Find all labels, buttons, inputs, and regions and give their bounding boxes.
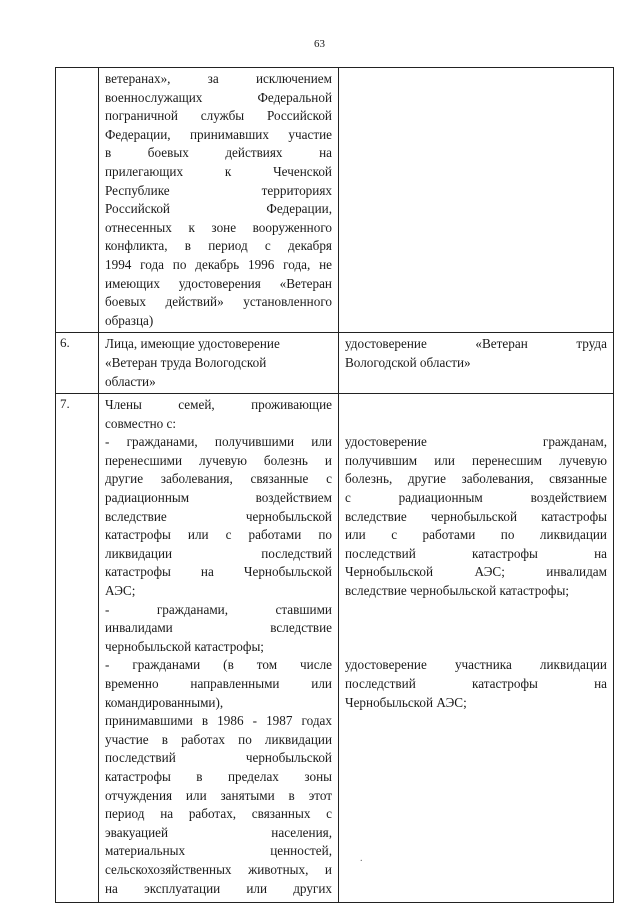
text-line: образца) [105,312,154,328]
text-line: - гражданами, получившими или [105,434,332,450]
text-line: «Ветеран труда Вологодской [105,354,267,370]
text-line: получившим или перенесшим лучевую [345,452,607,468]
text-line: вследствие чернобыльской [105,508,332,524]
page-number: 63 [314,38,325,50]
text-line: или с работами по ликвидации [345,527,607,543]
text-line: Чернобыльской АЭС; инвалидам [345,564,607,580]
scan-mark: . [360,853,363,864]
text-line: Члены семей, проживающие [105,397,332,413]
text-line: совместно с: [105,415,177,431]
text-line: Чернобыльской АЭС; [345,694,467,710]
text-line: отчуждения или занятыми в этот [105,787,332,803]
text-line: эвакуацией населения, [105,824,332,840]
blank-line [345,638,607,657]
text-line: пограничной службы Российской [105,108,332,124]
text-line: - гражданами, ставшими [105,601,332,617]
text-line: удостоверение «Ветеран труда [345,336,607,352]
text-line: области» [105,373,156,389]
text-line: - гражданами (в том числе [105,657,332,673]
text-line: ветеранах», за исключением [105,71,332,86]
text-line: удостоверение гражданам, [345,434,607,450]
text-line: материальных ценностей, [105,843,332,859]
text-line: ликвидации последствий [105,545,332,561]
blank-line [345,601,607,620]
text-line: последствий катастрофы на [345,545,607,561]
text-line: радиационным воздействием [105,490,332,506]
text-line: болезнь, другие заболевания, связанные [345,471,607,487]
table-row [56,333,614,394]
text-line: инвалидами вследствие [105,620,332,636]
text-line: конфликта, в период с декабря [105,238,332,254]
text-line: имеющих удостоверения «Ветеран [105,275,332,291]
text-line: вследствие чернобыльской катастрофы [345,508,607,524]
text-line: Российской Федерации, [105,201,332,217]
document-cell [339,68,614,333]
text-line: в боевых действиях на [105,145,332,161]
text-line: боевых действий» установленного [105,294,332,310]
text-line: Федерации, принимавших участие [105,126,332,142]
table-row [56,68,614,333]
text-line: Вологодской области» [345,354,471,370]
text-line: Лица, имеющие удостоверение [105,336,280,352]
document-table [55,67,614,903]
row-number: 6. [56,333,99,394]
text-line: Республике территориях [105,182,332,198]
text-line: последствий катастрофы на [345,676,607,691]
text-line: вследствие чернобыльской катастрофы; [345,583,569,599]
text-line: перенесшими лучевую болезнь и [105,452,332,468]
table-row [56,394,614,903]
text-line: прилегающих к Чеченской [105,163,332,179]
category-cell [99,68,339,333]
text-line: 1994 года по декабрь 1996 года, не [105,256,332,272]
blank-line [345,396,607,415]
text-line: удостоверение участника ликвидации [345,657,607,673]
blank-line [345,415,607,434]
text-line: принимавшими в 1986 - 1987 годах [105,713,332,729]
text-line: катастрофы в пределах зоны [105,768,332,784]
document-cell [339,333,614,394]
text-line: командированными), [105,694,224,710]
text-line: с радиационным воздействием [345,490,607,506]
text-line: катастрофы или с работами по [105,527,332,543]
text-line: на эксплуатации или других [105,880,332,896]
row-number [56,68,99,333]
document-cell [339,394,614,903]
text-line: военнослужащих Федеральной [105,89,332,105]
text-line: участие в работах по ликвидации [105,731,332,747]
row-number: 7. [56,394,99,903]
text-line: последствий чернобыльской [105,750,332,766]
blank-line [345,619,607,638]
text-line: период на работах, связанных с [105,806,332,822]
text-line: чернобыльской катастрофы; [105,638,264,654]
text-line: катастрофы на Чернобыльской [105,564,332,580]
category-cell [99,333,339,394]
text-line: АЭС; [105,583,136,599]
text-line: сельскохозяйственных животных, и [105,861,332,877]
text-line: другие заболевания, связанные с [105,471,332,487]
text-line: временно направленными или [105,676,332,691]
text-line: отнесенных к зоне вооруженного [105,219,332,235]
category-cell [99,394,339,903]
